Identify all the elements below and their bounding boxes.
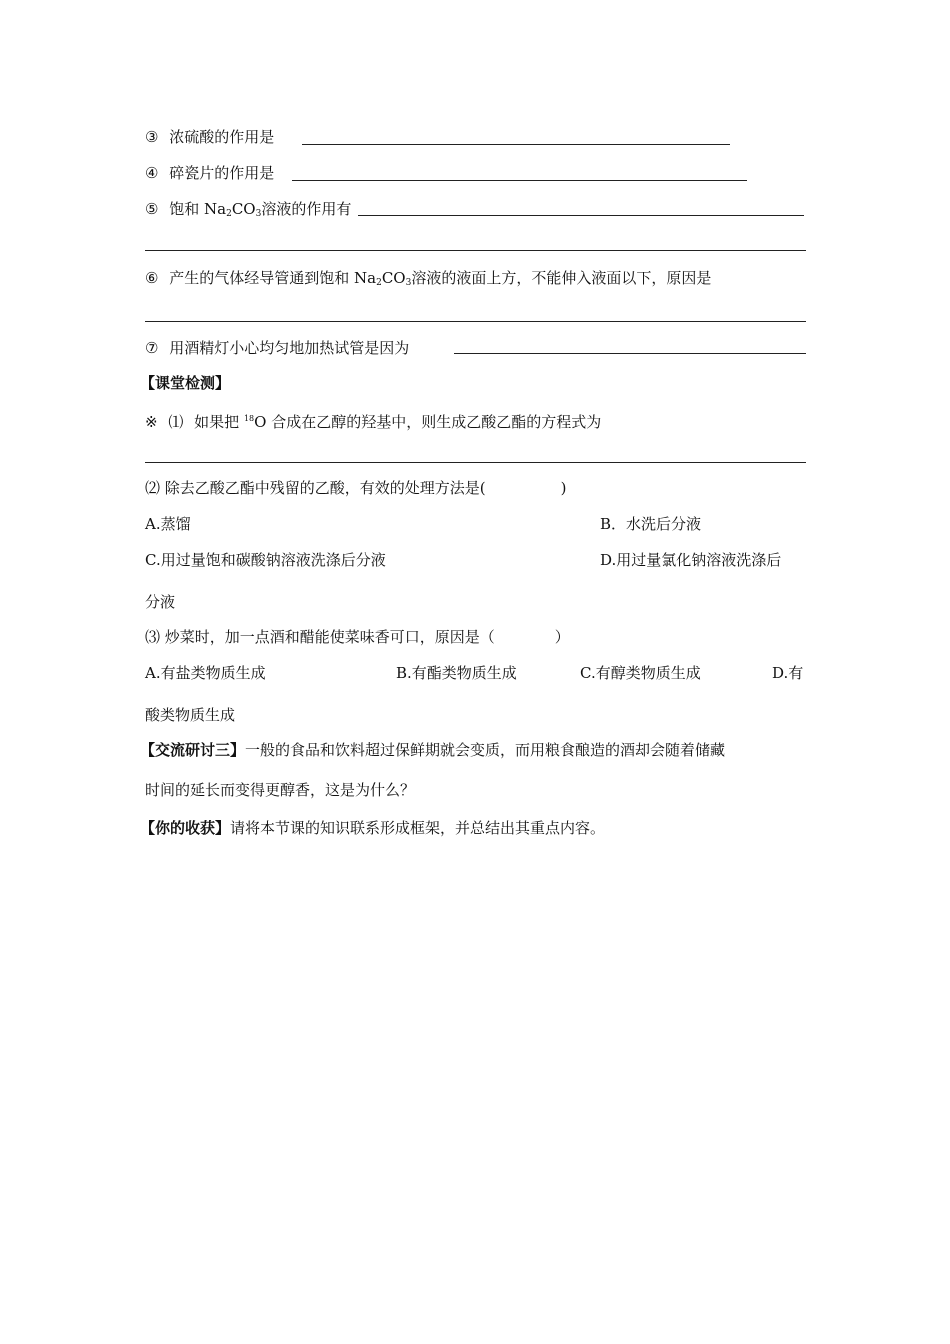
answer-line[interactable] [358, 215, 804, 216]
question-text-end: O 合成在乙醇的羟基中，则生成乙酸乙酯的方程式为 [254, 413, 602, 431]
question-text-start: 如果把 [194, 413, 244, 431]
chem-subscript: 3 [405, 278, 412, 288]
answer-line[interactable] [145, 250, 806, 251]
section-heading: 【你的收获】 [140, 819, 231, 837]
chem-element: Na [204, 200, 227, 218]
chem-element: CO [381, 269, 406, 287]
item-number: ⑴ [168, 413, 184, 431]
discussion-text: 一般的食品和饮料超过保鲜期就会变质，而用粮食酿造的酒却会随着储藏 [245, 741, 726, 759]
discussion-paragraph [140, 740, 725, 760]
question-text: 浓硫酸的作用是 [169, 128, 275, 146]
option-b: B.有酯类物质生成 [396, 664, 517, 682]
item-number: ⑥ [145, 269, 159, 287]
question-text: 用酒精灯小心均匀地加热试管是因为 [169, 339, 410, 357]
question-3 [145, 127, 274, 147]
option-d-continued: 分液 [145, 593, 176, 611]
item-number: ⑤ [145, 200, 159, 218]
option-d-continued: 酸类物质生成 [145, 706, 236, 724]
option-a: A.有盐类物质生成 [145, 664, 266, 682]
answer-line[interactable] [292, 180, 747, 181]
question-4 [145, 163, 274, 183]
check-question-3-stem: ⑶ 炒菜时，加一点酒和醋能使菜味香可口，原因是（ ） [145, 628, 570, 646]
reference-mark: ※ [145, 413, 158, 431]
section-heading: 【课堂检测】 [140, 374, 231, 392]
chem-element: Na [354, 269, 377, 287]
chem-element: CO [231, 200, 256, 218]
question-text-start: 饱和 [169, 200, 205, 218]
question-text-end: 溶液的作用有 [261, 200, 352, 218]
option-a: A.蒸馏 [145, 515, 191, 533]
question-text: 碎瓷片的作用是 [169, 164, 275, 182]
chem-subscript: 2 [226, 209, 232, 219]
question-text-end: 溶液的液面上方，不能伸入液面以下，原因是 [411, 269, 712, 287]
harvest-paragraph [140, 818, 605, 838]
question-text-start: 产生的气体经导管通到饱和 [169, 269, 355, 287]
option-d: D.有 [772, 664, 804, 682]
option-c: C.用过量饱和碳酸钠溶液洗涤后分液 [145, 551, 386, 569]
answer-line[interactable] [454, 353, 806, 354]
check-question-1 [145, 409, 601, 432]
check-question-2-stem: ⑵ 除去乙酸乙酯中残留的乙酸，有效的处理方法是( ) [145, 479, 567, 497]
option-b: B．水洗后分液 [600, 515, 702, 533]
item-number: ④ [145, 164, 159, 182]
option-c: C.有醇类物质生成 [580, 664, 701, 682]
discussion-text-continued: 时间的延长而变得更醇香，这是为什么？ [145, 781, 416, 799]
chem-subscript: 3 [255, 209, 262, 219]
answer-line[interactable] [302, 144, 730, 145]
item-number: ⑦ [145, 339, 159, 357]
item-number: ③ [145, 128, 159, 146]
question-5 [145, 199, 351, 224]
isotope-superscript: 18 [243, 414, 255, 423]
answer-line[interactable] [145, 321, 806, 322]
option-d: D.用过量氯化钠溶液洗涤后 [600, 551, 782, 569]
answer-line[interactable] [145, 462, 806, 463]
question-6 [145, 268, 711, 293]
harvest-text: 请将本节课的知识联系形成框架，并总结出其重点内容。 [230, 819, 606, 837]
chem-subscript: 2 [376, 278, 382, 288]
section-heading: 【交流研讨三】 [140, 741, 246, 759]
question-7 [145, 338, 409, 358]
